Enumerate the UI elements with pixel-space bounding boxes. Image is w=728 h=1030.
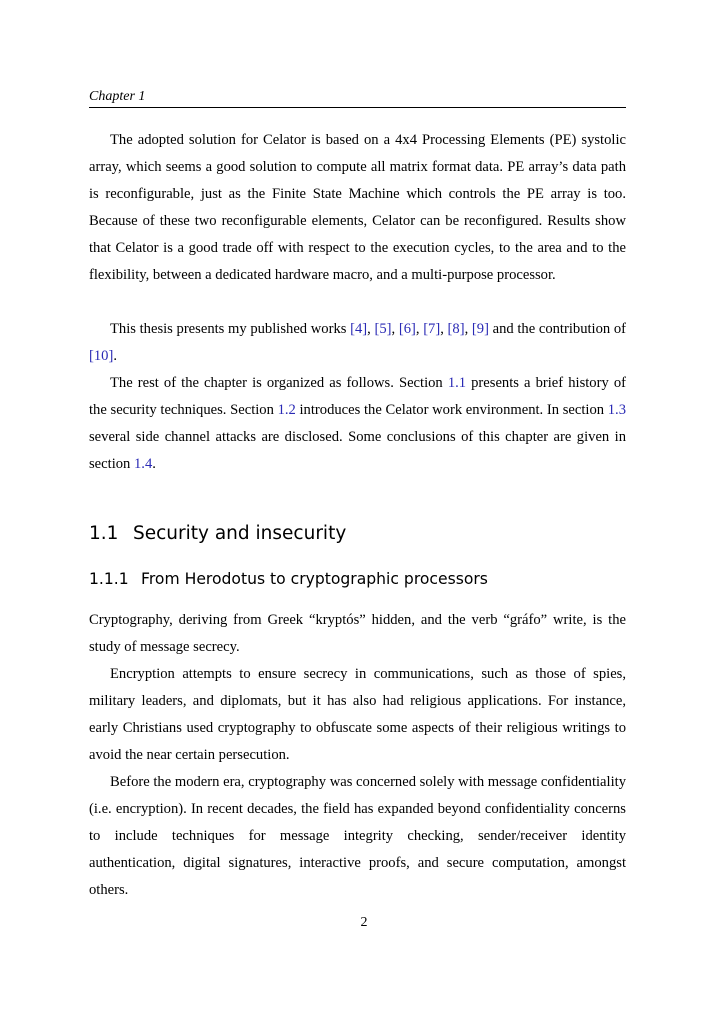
- text-run: .: [113, 348, 117, 365]
- body-paragraph-2: Encryption attempts to ensure secrecy in communications, such as those of spies, military leaders, and diplomats, but it has also had religious applications. For instance, early Christians used cryptography to obfuscate some aspects of their religious writings to avoid the near certain persecution.: [89, 666, 626, 764]
- running-header: Chapter 1: [89, 89, 146, 104]
- citation-link-4[interactable]: [4]: [350, 321, 368, 337]
- section-ref-1-1[interactable]: 1.1: [447, 375, 467, 391]
- citation-link-5[interactable]: [5]: [374, 321, 392, 337]
- section-heading: [89, 521, 346, 547]
- section-ref-1-4[interactable]: 1.4: [134, 456, 153, 473]
- separator: ,: [464, 321, 472, 337]
- separator: ,: [391, 321, 399, 337]
- text-run: This thesis presents my published works: [110, 321, 351, 337]
- intro-paragraph-3: [89, 370, 626, 478]
- citation-link-8[interactable]: [8]: [447, 321, 465, 337]
- page-number: 2: [360, 915, 368, 930]
- separator: ,: [415, 321, 424, 337]
- text-run: and the contribution of: [488, 321, 627, 337]
- subsection-heading: [89, 568, 488, 590]
- text-run: .: [152, 456, 156, 473]
- separator: ,: [440, 321, 448, 337]
- citation-link-10[interactable]: [10]: [89, 348, 114, 365]
- text-run: introduces the Celator work environment. In section: [295, 402, 608, 419]
- body-paragraph-3: Before the modern era, cryptography was concerned solely with message confidentiality (i.e. encryption). In recent decades, the field has expanded beyond confidentiality concerns to include techniques for message integrity checking, sender/receiver identity authentication, digital signatures, interactive proofs, and secure computation, amongst others.: [89, 774, 626, 899]
- separator: ,: [367, 321, 375, 337]
- text-run: several side channel attacks are disclosed. Some conclusions of this chapter are given in section: [89, 429, 626, 473]
- text-run: The rest of the chapter is organized as follows. Section: [110, 375, 448, 391]
- citation-link-7[interactable]: [7]: [423, 321, 441, 337]
- subsection-title-text: From Herodotus to cryptographic processors: [141, 570, 488, 588]
- section-number: 1.1: [89, 523, 119, 544]
- citation-link-6[interactable]: [6]: [398, 321, 416, 337]
- intro-paragraph-1: The adopted solution for Celator is based on a 4x4 Processing Elements (PE) systolic array, which seems a good solution to compute all matrix format data. PE array’s data path is reconfigurable, just as the Finite State Machine which controls the PE array is too. Because of these two reconfigurable elements, Celator can be reconfigured. Results show that Celator is a good trade off with respect to the execution cycles, to the area and to the flexibility, between a dedicated hardware macro, and a multi-purpose processor.: [89, 132, 626, 284]
- section-ref-1-2[interactable]: 1.2: [277, 402, 296, 419]
- body-paragraph-1: Cryptography, deriving from Greek “kryptós” hidden, and the verb “gráfo” write, is the study of message secrecy.: [89, 612, 626, 656]
- citation-link-9[interactable]: [9]: [471, 321, 489, 337]
- header-rule: [89, 107, 626, 108]
- intro-paragraph-2: [89, 316, 626, 370]
- section-ref-1-3[interactable]: 1.3: [607, 402, 626, 419]
- subsection-number: 1.1.1: [89, 570, 129, 588]
- section-title-text: Security and insecurity: [133, 523, 347, 544]
- text-run: presents a brief history of the security techniques. Section: [89, 375, 626, 419]
